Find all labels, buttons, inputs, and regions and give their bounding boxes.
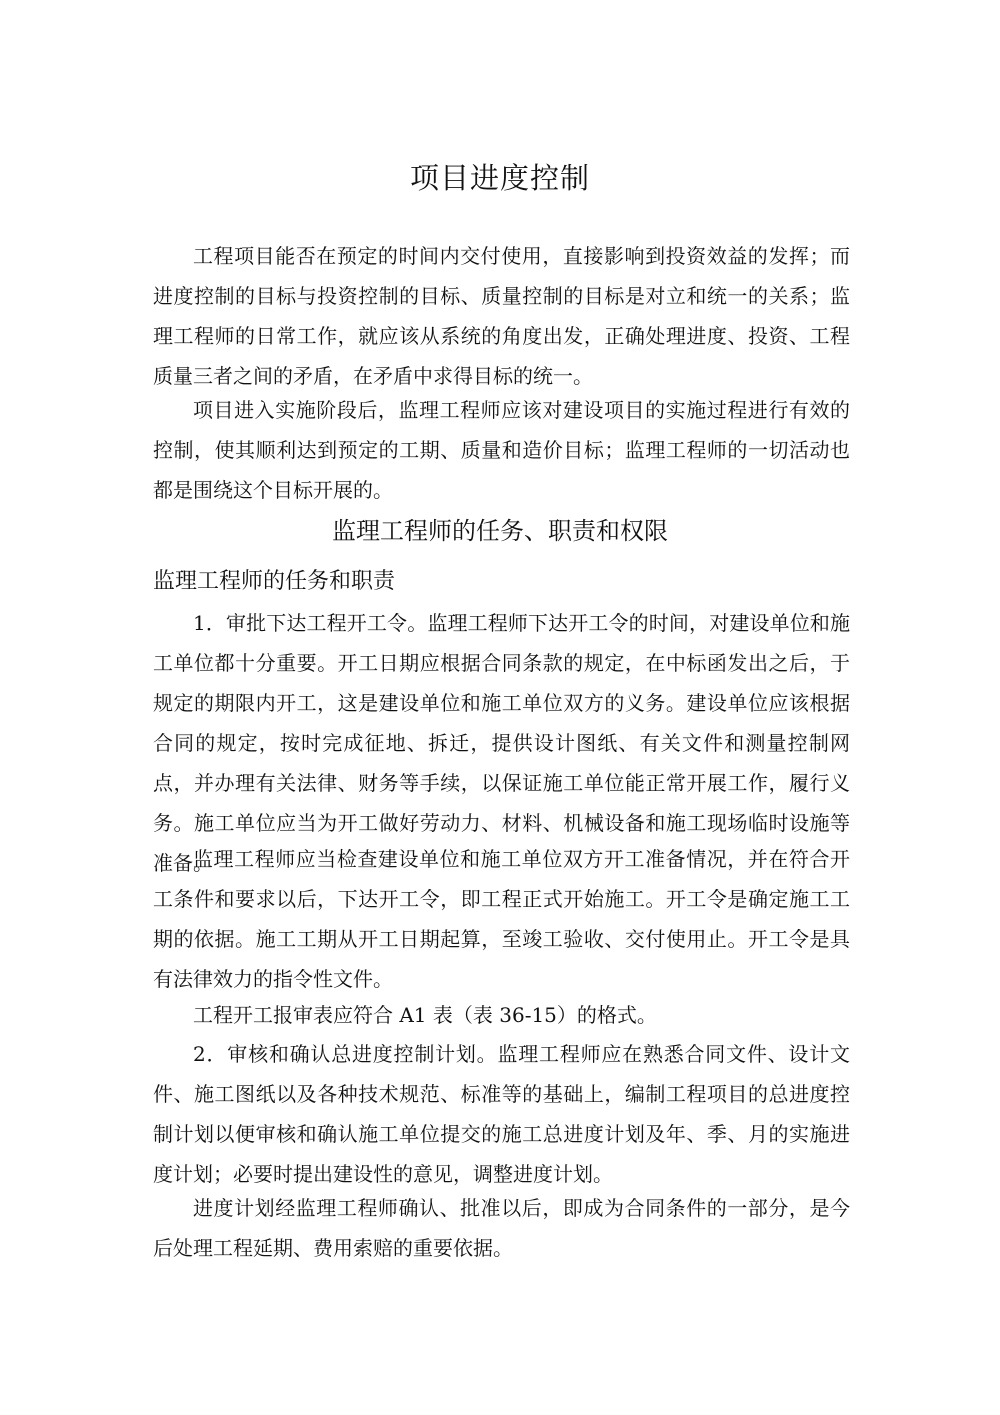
subsection-title: 监理工程师的任务和职责	[153, 569, 396, 594]
body-paragraph: 1．审批下达工程开工令。监理工程师下达开工令的时间，对建设单位和施工单位都十分重要。开工日期应根据合同条款的规定，在中标函发出之后，于规定的期限内开工，这是建设单位和施工单位双方的义务。建设单位应该根据合同的规定，按时完成征地、拆迁，提供设计图纸、有关文件和测量控制网点，并办理有关法律、财务等手续，以保证施工单位能正常开展工作，履行义务。施工单位应当为开工做好劳动力、材料、机械设备和施工现场临时设施等准备。	[153, 611, 850, 875]
body-paragraph: 监理工程师应当检查建设单位和施工单位双方开工准备情况，并在符合开工条件和要求以后，下达开工令，即工程正式开始施工。开工令是确定施工工期的依据。施工工期从开工日期起算，至竣工验收、交付使用止。开工令是具有法律效力的指令性文件。	[153, 847, 850, 991]
intro-paragraph: 项目进入实施阶段后，监理工程师应该对建设项目的实施过程进行有效的控制，使其顺利达到预定的工期、质量和造价目标；监理工程师的一切活动也都是围绕这个目标开展的。	[153, 398, 850, 502]
body-paragraph: 2．审核和确认总进度控制计划。监理工程师应在熟悉合同文件、设计文件、施工图纸以及各种技术规范、标准等的基础上，编制工程项目的总进度控制计划以便审核和确认施工单位提交的施工总进度计划及年、季、月的实施进度计划；必要时提出建设性的意见，调整进度计划。	[153, 1042, 850, 1186]
body-paragraph: 工程开工报审表应符合 A1 表（表 36-15）的格式。	[193, 1003, 657, 1027]
body-paragraph: 进度计划经监理工程师确认、批准以后，即成为合同条件的一部分，是今后处理工程延期、费用索赔的重要依据。	[153, 1196, 850, 1260]
section-title: 监理工程师的任务、职责和权限	[332, 517, 668, 545]
intro-paragraph: 工程项目能否在预定的时间内交付使用，直接影响到投资效益的发挥；而进度控制的目标与投资控制的目标、质量控制的目标是对立和统一的关系；监理工程师的日常工作，就应该从系统的角度出发，正确处理进度、投资、工程质量三者之间的矛盾，在矛盾中求得目标的统一。	[153, 244, 850, 388]
page-title: 项目进度控制	[409, 161, 590, 195]
